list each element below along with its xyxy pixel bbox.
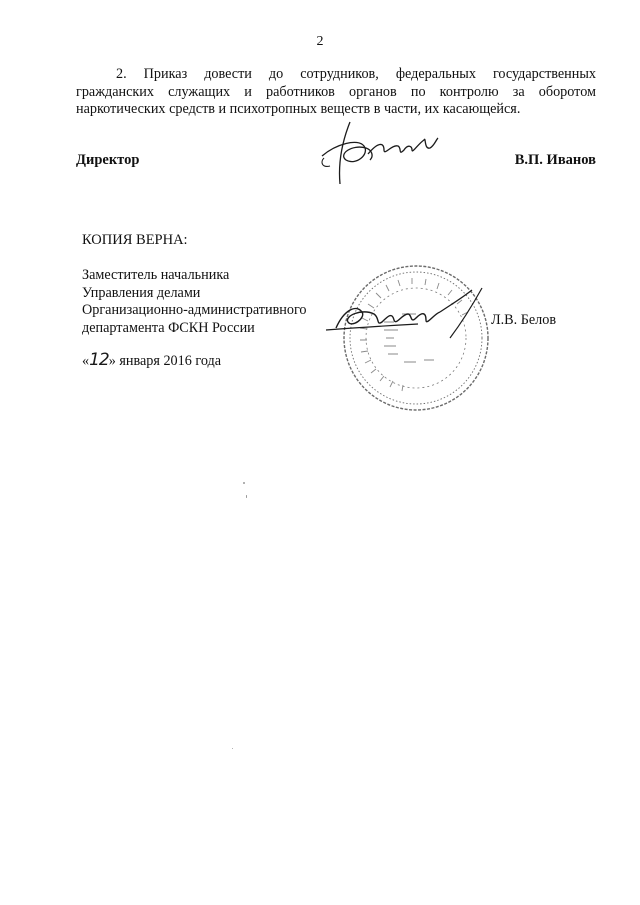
scan-speck <box>232 748 233 749</box>
date-close-quote: » <box>108 353 116 369</box>
scan-speck <box>246 495 247 498</box>
page-number: 2 <box>316 34 324 49</box>
date-day-handwritten: 12 <box>89 350 109 370</box>
director-title: Директор <box>76 152 140 168</box>
director-signature-icon <box>312 108 442 188</box>
certifier-signature-icon <box>322 284 492 344</box>
copy-certified-header: КОПИЯ ВЕРНА: <box>82 232 188 248</box>
date-open-quote: « <box>82 353 90 369</box>
certifier-position <box>82 267 307 337</box>
date-month-year: января 2016 года <box>115 353 222 369</box>
certification-date <box>82 350 221 370</box>
scan-speck <box>243 482 245 484</box>
certifier-position-line: Управления делами <box>82 284 201 301</box>
certifier-name: Л.В. Белов <box>491 312 557 328</box>
certifier-position-line: Организационно-административного <box>82 302 307 319</box>
certifier-position-line: Заместитель начальника <box>82 267 230 283</box>
director-name: В.П. Иванов <box>514 152 596 168</box>
certifier-position-line: департамента ФСКН России <box>82 319 255 336</box>
order-paragraph: 2. Приказ довести до сотрудников, федеральных государственных гражданских служащих и работников органов по контролю за оборотом наркотических средств и психотропных веществ в части, их касающейся. <box>76 66 596 118</box>
